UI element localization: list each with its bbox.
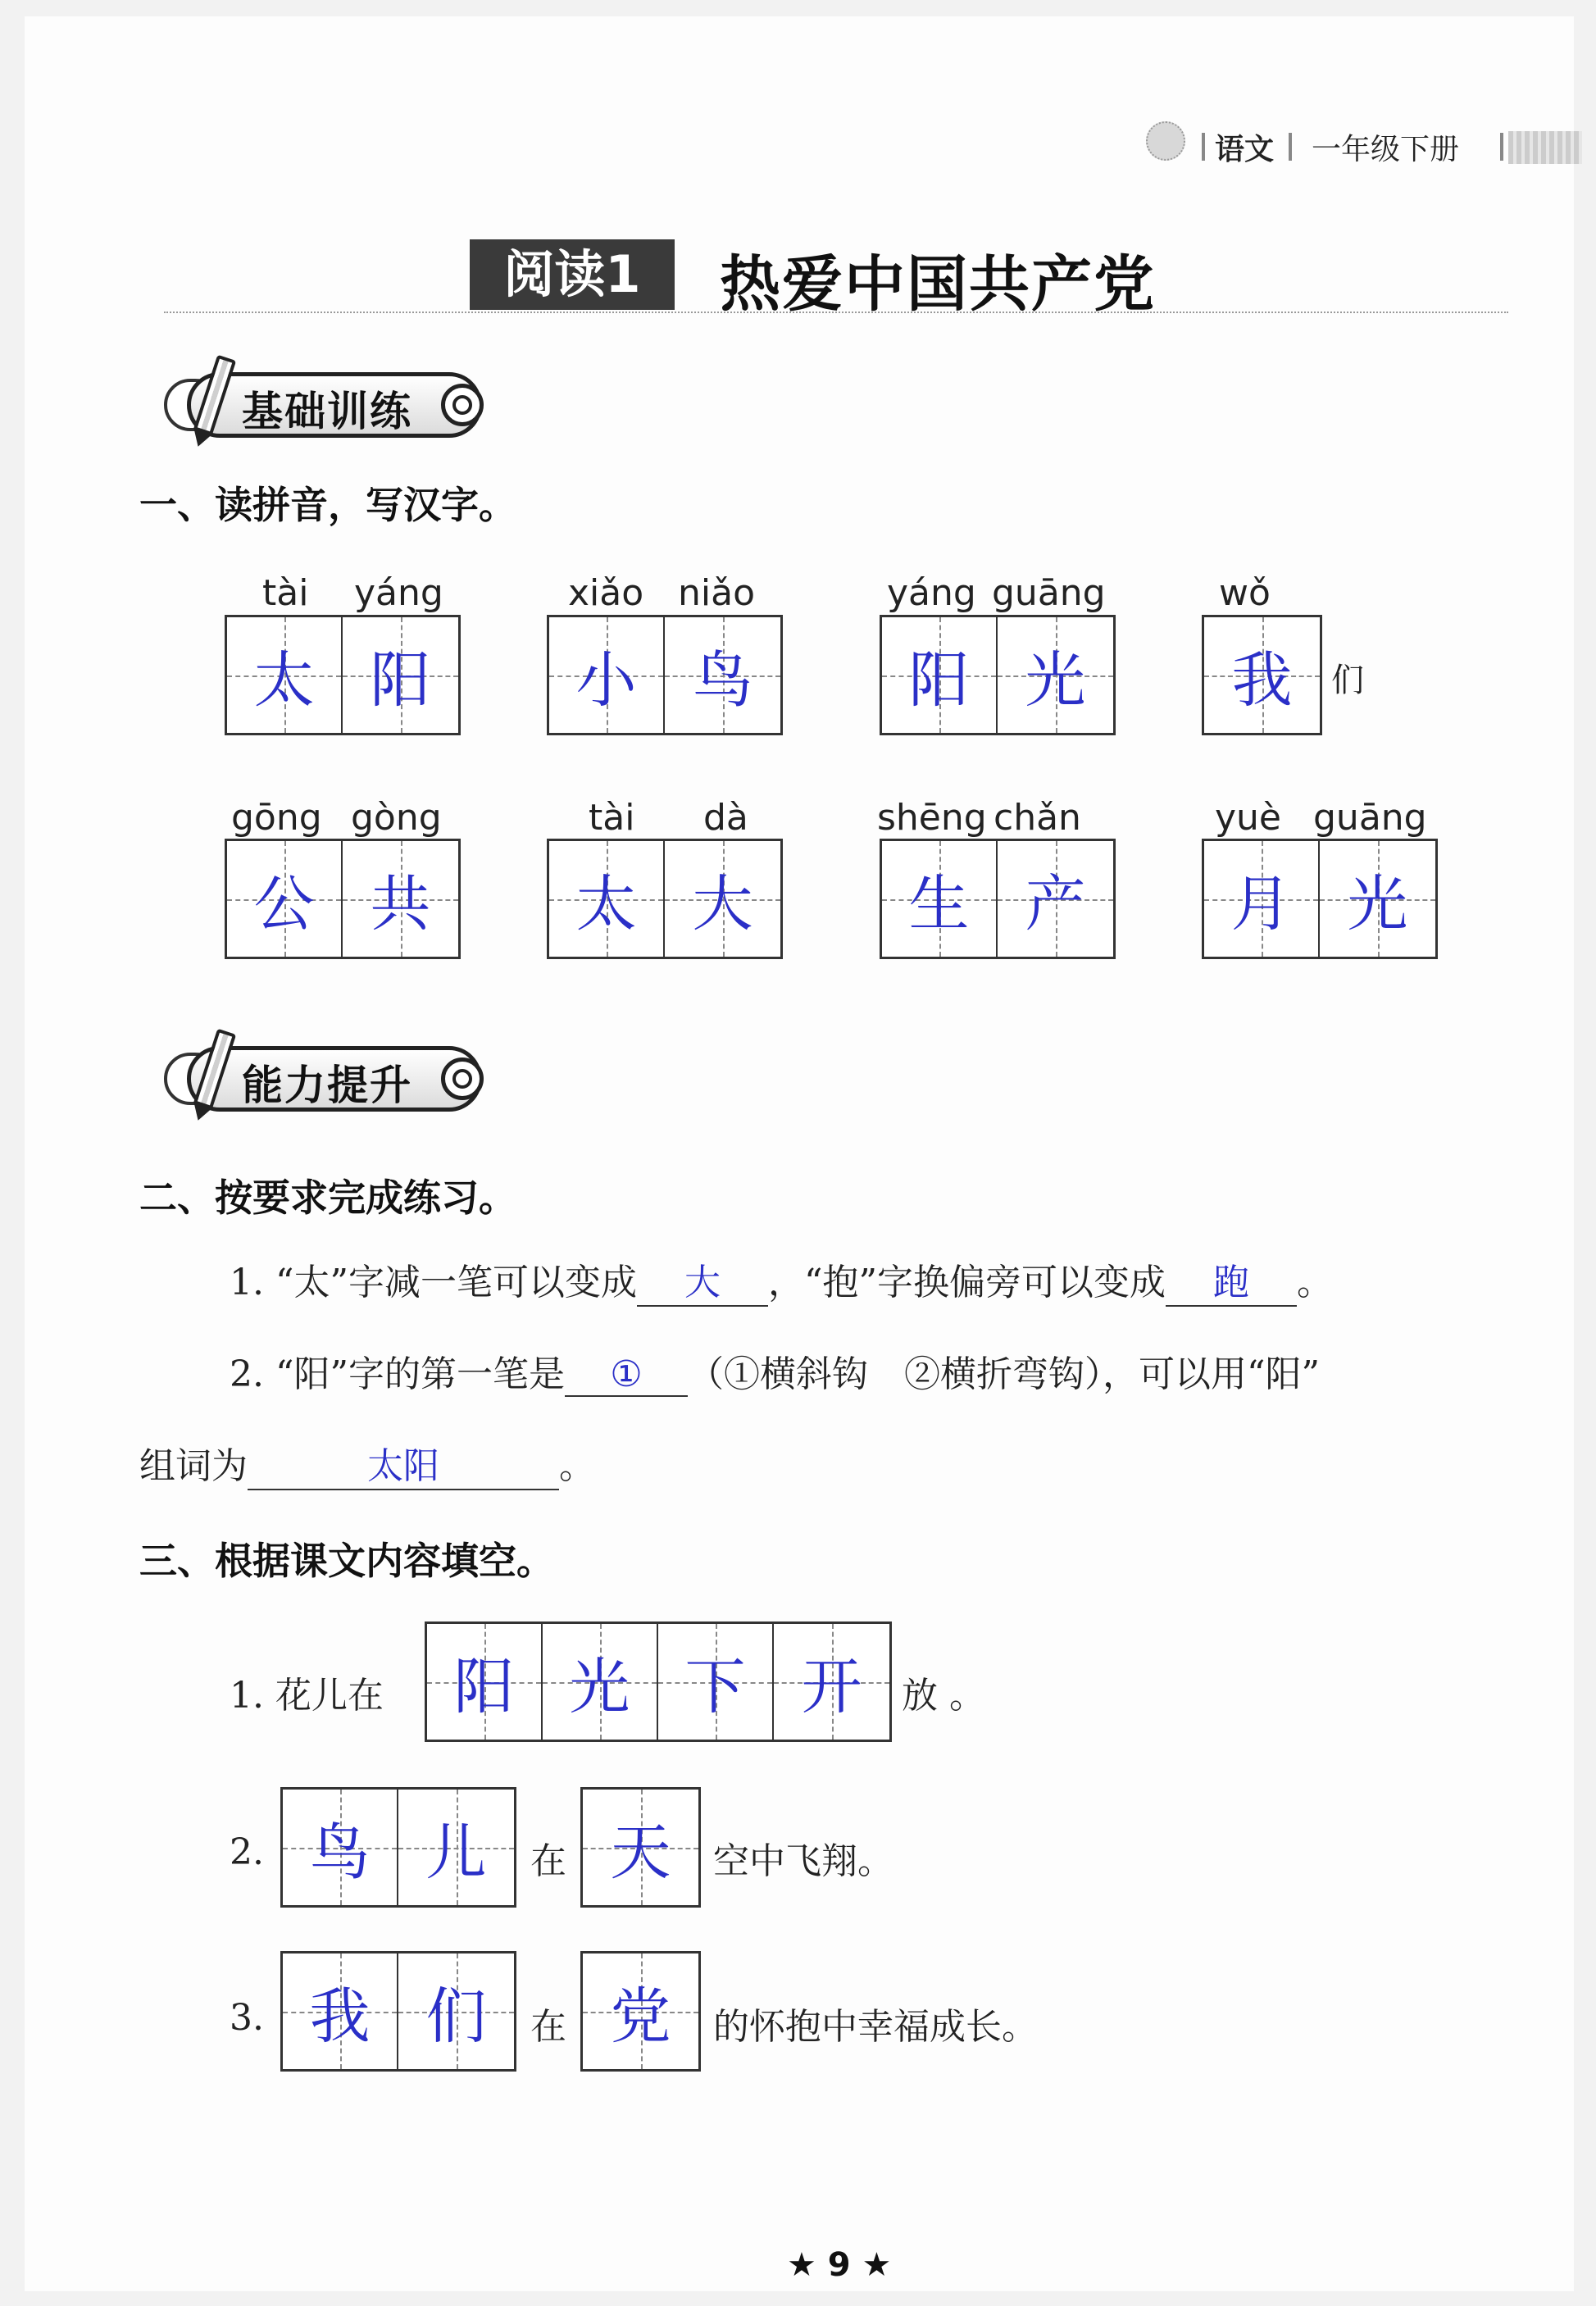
page-title: 热爱中国共产党 <box>720 249 1156 320</box>
suffix-char: 们 <box>1331 662 1364 699</box>
knob-icon <box>441 1057 484 1100</box>
header-divider <box>1500 133 1503 161</box>
answer-grid <box>425 1621 892 1742</box>
answer-grid <box>547 615 783 735</box>
sun-icon <box>1146 121 1185 161</box>
answer-grid <box>225 839 461 959</box>
answer-char: 月 <box>1230 868 1292 939</box>
pinyin: guāng <box>1313 797 1427 839</box>
answer-grid <box>1202 615 1322 735</box>
title-divider <box>164 312 1508 313</box>
pinyin: chǎn <box>994 797 1081 839</box>
header-divider <box>1202 133 1205 161</box>
q2-text: 1. “太”字减一笔可以变成 <box>230 1262 637 1303</box>
pinyin: tài <box>262 572 309 614</box>
answer-char: 天 <box>610 1817 671 1888</box>
answer-char: 我 <box>309 1981 371 2052</box>
q3-l3-post: 的怀抱中幸福成长。 <box>713 2006 1038 2048</box>
answer-grid <box>580 1787 701 1908</box>
header-subject: 语文 <box>1215 133 1275 166</box>
pinyin: tài <box>589 797 635 839</box>
fill-blank <box>1166 1253 1297 1307</box>
answer-grid <box>880 839 1116 959</box>
q2-heading: 二、按要求完成练习。 <box>139 1176 516 1220</box>
q2-line1 <box>230 1253 1333 1307</box>
answer-char: 太 <box>253 644 315 716</box>
answer-grid <box>880 615 1116 735</box>
answer-char: 光 <box>1025 644 1086 716</box>
q3-heading: 三、根据课文内容填空。 <box>139 1539 554 1583</box>
blank-answer: ① <box>610 1353 643 1395</box>
q2-text: 2. “阳”字的第一笔是 <box>230 1353 565 1395</box>
q2-text: 。 <box>1296 1262 1333 1303</box>
answer-char: 共 <box>370 868 431 939</box>
blank-answer: 跑 <box>1212 1262 1249 1303</box>
fill-blank <box>637 1253 768 1307</box>
answer-char: 党 <box>610 1981 671 2052</box>
section-label: 基础训练 <box>242 388 412 435</box>
answer-char: 们 <box>425 1981 487 2052</box>
blank-answer: 大 <box>684 1262 721 1303</box>
answer-grid <box>225 615 461 735</box>
header-decoration <box>1508 131 1582 164</box>
answer-char: 开 <box>801 1651 862 1722</box>
q2-line3 <box>139 1436 595 1490</box>
pinyin: guāng <box>992 572 1106 614</box>
answer-char: 下 <box>684 1651 746 1722</box>
q3-l1-pre: 1. 花儿在 <box>230 1675 384 1717</box>
pinyin: shēng <box>877 797 987 839</box>
q2-text: （①横斜钩 ②横折弯钩），可以用“阳” <box>687 1353 1320 1395</box>
section-banner-advanced <box>164 1041 508 1117</box>
lesson-tag: 阅读1 <box>470 239 675 310</box>
pinyin: yáng <box>887 572 976 614</box>
q3-l2-mid: 在 <box>530 1840 566 1882</box>
header-grade: 一年级下册 <box>1312 133 1460 166</box>
answer-char: 生 <box>908 868 970 939</box>
fill-blank <box>248 1436 559 1490</box>
pinyin: wǒ <box>1219 572 1271 614</box>
answer-char: 光 <box>1347 868 1408 939</box>
worksheet-page <box>25 16 1574 2291</box>
knob-icon <box>441 384 484 426</box>
answer-char: 太 <box>575 868 637 939</box>
answer-char: 鸟 <box>309 1817 371 1888</box>
blank-answer: 太阳 <box>367 1445 439 1487</box>
pinyin: yáng <box>354 572 443 614</box>
answer-char: 公 <box>253 868 315 939</box>
pinyin: yuè <box>1215 797 1281 839</box>
answer-char: 儿 <box>425 1817 487 1888</box>
q3-l3-num: 3. <box>230 1997 264 2039</box>
answer-grid <box>1202 839 1438 959</box>
q2-text: 组词为 <box>139 1445 248 1487</box>
header-divider <box>1289 133 1292 161</box>
answer-grid <box>547 839 783 959</box>
q2-text: ，“抱”字换偏旁可以变成 <box>767 1262 1166 1303</box>
q3-l1-post: 放 。 <box>902 1675 985 1717</box>
answer-grid <box>280 1951 516 2072</box>
pinyin: xiǎo <box>568 572 644 614</box>
answer-grid <box>280 1787 516 1908</box>
pinyin: gōng <box>231 797 322 839</box>
q3-l3-mid: 在 <box>530 2006 566 2048</box>
q2-text: 。 <box>559 1445 595 1487</box>
page-number: ★ 9 ★ <box>787 2246 892 2284</box>
answer-char: 鸟 <box>692 644 753 716</box>
answer-char: 大 <box>692 868 753 939</box>
section-banner-basic <box>164 367 508 443</box>
answer-char: 产 <box>1025 868 1086 939</box>
pinyin: niǎo <box>678 572 755 614</box>
answer-char: 阳 <box>453 1651 515 1722</box>
q2-line2 <box>230 1344 1320 1397</box>
pinyin: dà <box>703 797 748 839</box>
section-label: 能力提升 <box>242 1062 412 1109</box>
fill-blank <box>565 1353 688 1397</box>
answer-char: 我 <box>1231 644 1293 716</box>
q1-heading: 一、读拼音，写汉字。 <box>139 483 516 527</box>
q3-l2-post: 空中飞翔。 <box>713 1840 893 1882</box>
answer-char: 光 <box>569 1651 630 1722</box>
answer-char: 阳 <box>908 644 970 716</box>
answer-char: 小 <box>575 644 637 716</box>
pinyin: gòng <box>351 797 442 839</box>
answer-char: 阳 <box>370 644 431 716</box>
answer-grid <box>580 1951 701 2072</box>
q3-l2-num: 2. <box>230 1831 264 1873</box>
